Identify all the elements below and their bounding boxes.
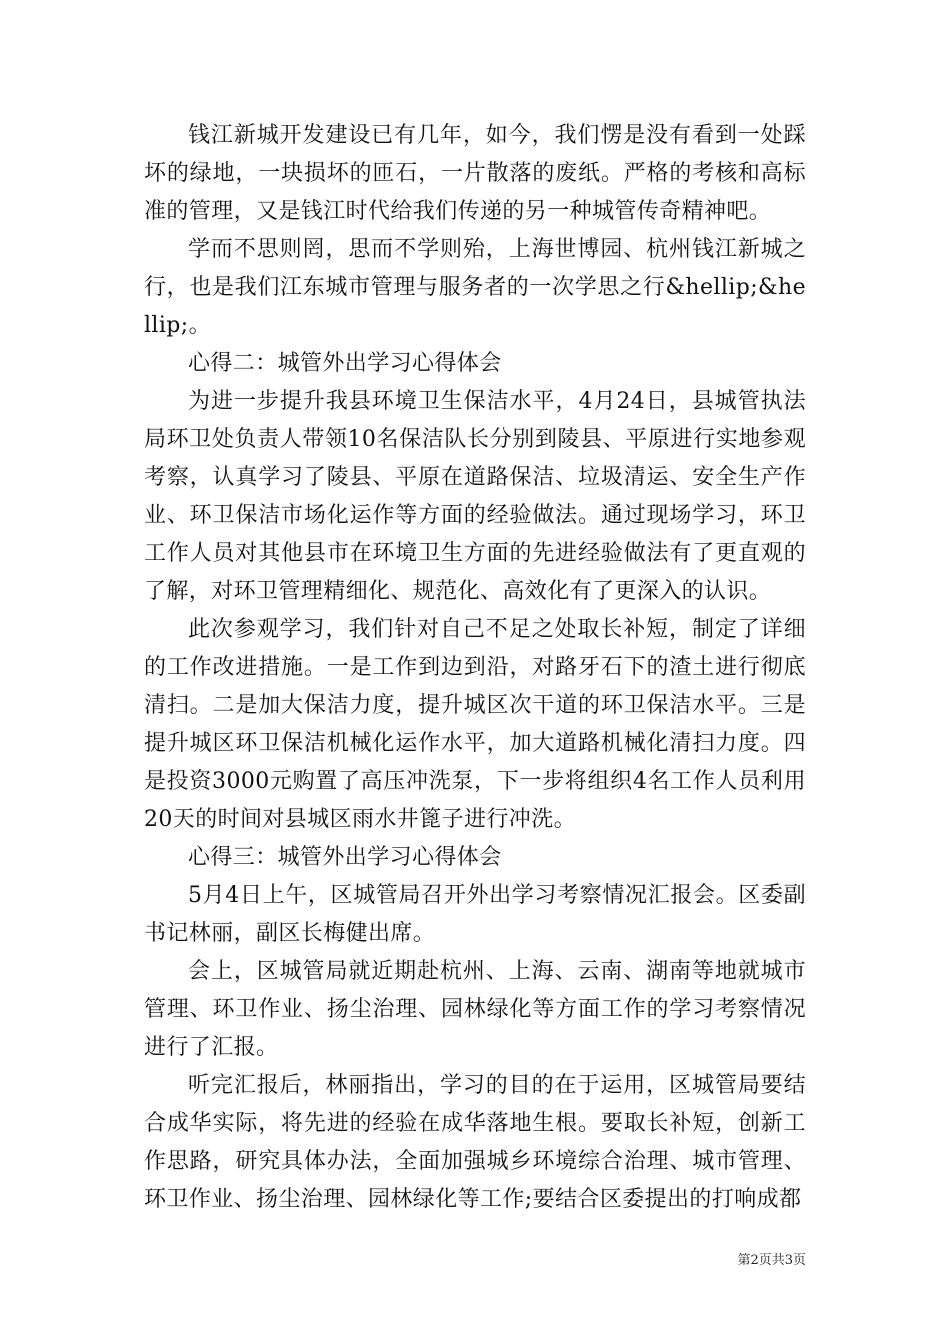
section-heading-2: 心得二：城管外出学习心得体会 (188, 351, 502, 376)
paragraph-6: 会上，区城管局就近期赴杭州、上海、云南、湖南等地就城市管理、环卫作业、扬尘治理、园林绿化等方面工作的学习考察情况进行了汇报。 (144, 959, 806, 1060)
paragraph-2: 学而不思则罔，思而不学则殆，上海世博园、杭州钱江新城之行，也是我们江东城市管理与服务者的一次学思之行&hellip;&hellip;。 (144, 237, 806, 338)
section-heading-3: 心得三：城管外出学习心得体会 (188, 845, 502, 870)
paragraph-4: 此次参观学习，我们针对自己不足之处取长补短，制定了详细的工作改进措施。一是工作到边到沿，对路牙石下的渣土进行彻底清扫。二是加大保洁力度，提升城区次干道的环卫保洁水平。三是提升城区环卫保洁机械化运作水平，加大道路机械化清扫力度。四是投资3000元购置了高压冲洗泵，下一步将组织4名工作人员利用20天的时间对县城区雨水井篦子进行冲洗。 (144, 617, 806, 832)
paragraph-7: 听完汇报后，林丽指出，学习的目的在于运用，区城管局要结合成华实际，将先进的经验在成华落地生根。要取长补短，创新工作思路，研究具体办法，全面加强城乡环境综合治理、城市管理、环卫作业、扬尘治理、园林绿化等工作;要结合区委提出的打响成都 (144, 1073, 806, 1212)
paragraph-1: 钱江新城开发建设已有几年，如今，我们愣是没有看到一处踩坏的绿地，一块损坏的匝石，一片散落的废纸。严格的考核和高标准的管理，又是钱江时代给我们传递的另一种城管传奇精神吧。 (144, 123, 806, 224)
page-number: 第2页共3页 (737, 1253, 806, 1268)
paragraph-3: 为进一步提升我县环境卫生保洁水平，4月24日，县城管执法局环卫处负责人带领10名保洁队长分别到陵县、平原进行实地参观考察，认真学习了陵县、平原在道路保洁、垃圾清运、安全生产作业、环卫保洁市场化运作等方面的经验做法。通过现场学习，环卫工作人员对其他县市在环境卫生方面的先进经验做法有了更直观的了解，对环卫管理精细化、规范化、高效化有了更深入的认识。 (144, 389, 806, 604)
document-body (144, 117, 806, 1219)
paragraph-5: 5月4日上午，区城管局召开外出学习考察情况汇报会。区委副书记林丽，副区长梅健出席。 (144, 883, 806, 946)
